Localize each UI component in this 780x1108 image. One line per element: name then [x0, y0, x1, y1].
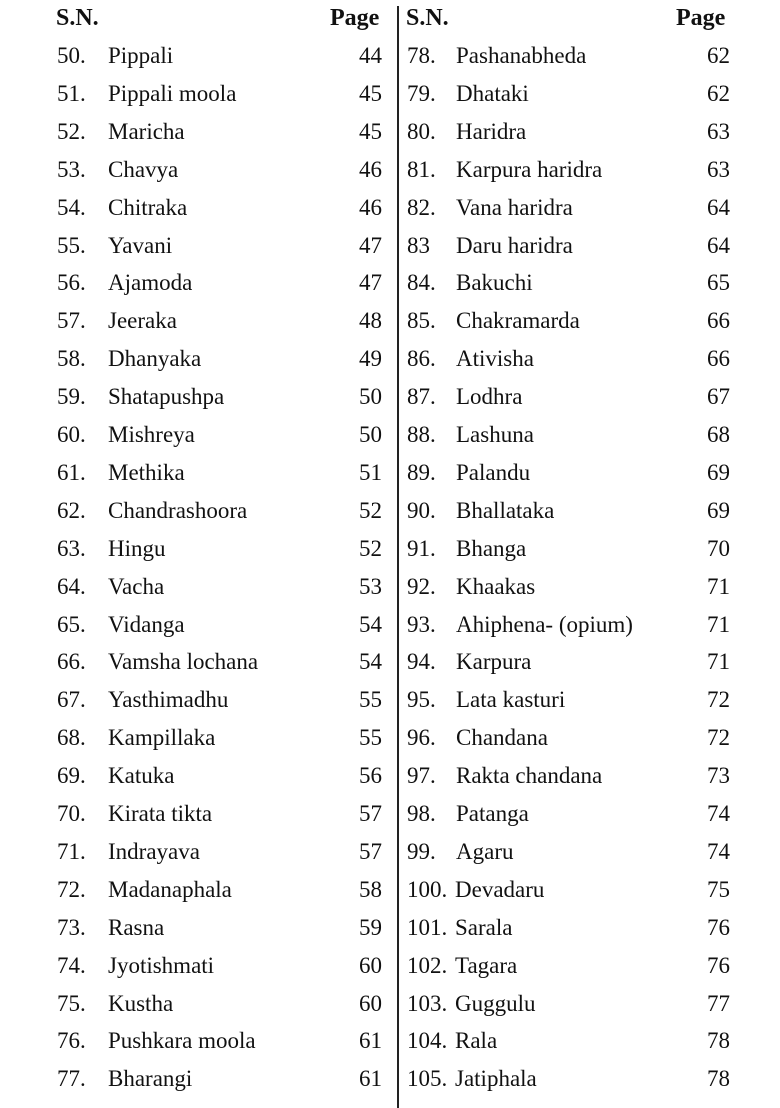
entry-page-number: 77	[707, 990, 730, 1016]
entry-serial-number: 85.	[407, 308, 436, 334]
entry-serial-number: 73.	[57, 914, 86, 940]
entry-serial-number: 80.	[407, 118, 436, 144]
index-entry	[0, 302, 398, 340]
entry-serial-number: 56.	[57, 270, 86, 296]
entry-serial-number: 81.	[407, 156, 436, 182]
entry-serial-number: 77.	[57, 1066, 86, 1092]
entry-serial-number: 65.	[57, 611, 86, 637]
entry-name: Kustha	[108, 990, 174, 1016]
entry-name: Agaru	[456, 838, 514, 864]
entry-page-number: 78	[707, 1066, 730, 1092]
entry-name: Lodhra	[456, 384, 523, 410]
entry-page-number: 46	[359, 156, 382, 182]
entry-serial-number: 57.	[57, 308, 86, 334]
index-entry	[0, 151, 398, 189]
entry-name: Pashanabheda	[456, 43, 587, 68]
entry-serial-number: 98.	[407, 801, 436, 826]
index-entry	[400, 189, 780, 227]
entry-name: Tagara	[455, 952, 518, 978]
column-divider	[397, 6, 399, 1108]
entry-page-number: 47	[359, 232, 382, 258]
entry-serial-number: 83	[407, 232, 430, 258]
index-entry	[400, 37, 780, 75]
entry-serial-number: 92.	[407, 573, 436, 599]
entry-serial-number: 82.	[407, 194, 436, 220]
entry-serial-number: 62.	[57, 497, 86, 523]
entry-name: Dhanyaka	[108, 346, 202, 372]
index-entry	[400, 340, 780, 378]
index-entry	[400, 568, 780, 606]
entry-name: Chandana	[456, 725, 548, 751]
page-header: Page	[330, 5, 380, 31]
index-entry	[0, 264, 398, 302]
entry-name: Vidanga	[108, 611, 185, 637]
entry-page-number: 72	[707, 725, 730, 751]
entry-serial-number: 95.	[407, 687, 436, 713]
entry-serial-number: 68.	[57, 725, 86, 751]
index-entry	[400, 757, 780, 795]
index-entry	[400, 227, 780, 265]
entry-page-number: 58	[359, 876, 382, 902]
entry-serial-number: 84.	[407, 270, 436, 296]
entry-page-number: 61	[359, 1028, 382, 1054]
index-entry	[0, 1060, 398, 1098]
index-entry	[400, 719, 780, 757]
entry-page-number: 63	[707, 118, 730, 144]
entry-serial-number: 53.	[57, 156, 86, 182]
entry-page-number: 64	[707, 194, 730, 220]
entry-name: Mishreya	[108, 422, 195, 447]
index-entry	[400, 416, 780, 454]
entry-page-number: 69	[707, 497, 730, 523]
entry-serial-number: 89.	[407, 459, 436, 485]
entry-serial-number: 93.	[407, 611, 436, 637]
entry-name: Ahiphena- (opium)	[456, 611, 633, 637]
entry-serial-number: 64.	[57, 573, 86, 599]
index-entry	[400, 113, 780, 151]
entry-name: Jeeraka	[108, 308, 177, 334]
entry-serial-number: 76.	[57, 1028, 86, 1054]
entry-name: Vana haridra	[456, 194, 573, 220]
entry-name: Chakramarda	[456, 308, 580, 334]
index-entry	[0, 795, 398, 833]
page-header: Page	[676, 5, 726, 31]
index-entry	[400, 1022, 780, 1060]
entry-page-number: 55	[359, 687, 382, 713]
entry-serial-number: 102.	[407, 952, 448, 978]
index-entry	[0, 37, 398, 75]
entry-name: Rasna	[108, 914, 165, 940]
index-entry	[0, 1022, 398, 1060]
entry-name: Maricha	[108, 118, 185, 144]
index-entry	[0, 757, 398, 795]
entry-page-number: 56	[359, 763, 382, 789]
index-entry	[400, 151, 780, 189]
entry-name: Haridra	[456, 118, 527, 144]
entry-name: Methika	[108, 459, 185, 485]
entry-serial-number: 90.	[407, 497, 436, 523]
index-entry	[400, 492, 780, 530]
entry-page-number: 48	[359, 308, 382, 334]
entry-serial-number: 63.	[57, 535, 86, 561]
index-entry	[400, 681, 780, 719]
entry-serial-number: 94.	[407, 649, 436, 675]
entry-serial-number: 70.	[57, 801, 86, 826]
index-entry	[400, 378, 780, 416]
entry-name: Guggulu	[455, 990, 536, 1016]
entry-name: Pushkara moola	[108, 1028, 256, 1054]
entry-name: Jatiphala	[455, 1066, 537, 1092]
entry-page-number: 50	[359, 422, 382, 447]
entry-name: Lashuna	[456, 422, 534, 447]
entry-name: Ajamoda	[108, 270, 193, 296]
entry-page-number: 69	[707, 459, 730, 485]
index-entry	[0, 340, 398, 378]
entry-page-number: 45	[359, 118, 382, 144]
entry-name: Chitraka	[108, 194, 188, 220]
entry-serial-number: 59.	[57, 384, 86, 410]
entry-serial-number: 105.	[407, 1066, 448, 1092]
entry-serial-number: 91.	[407, 535, 436, 561]
entry-serial-number: 103.	[407, 990, 448, 1016]
index-entry	[0, 643, 398, 681]
entry-page-number: 71	[707, 573, 730, 599]
index-entry	[400, 264, 780, 302]
index-entry	[0, 833, 398, 871]
entry-serial-number: 55.	[57, 232, 86, 258]
index-entry	[0, 909, 398, 947]
entry-name: Pippali	[108, 43, 174, 68]
entry-name: Chandrashoora	[108, 497, 248, 523]
entry-name: Patanga	[456, 801, 529, 826]
entry-serial-number: 96.	[407, 725, 436, 751]
entry-name: Bhallataka	[456, 497, 555, 523]
index-entry	[0, 227, 398, 265]
entry-page-number: 72	[707, 687, 730, 713]
entry-serial-number: 86.	[407, 346, 436, 372]
entry-serial-number: 79.	[407, 80, 436, 106]
index-entry	[400, 795, 780, 833]
entry-name: Lata kasturi	[456, 687, 566, 713]
index-entry	[0, 189, 398, 227]
entry-name: Vamsha lochana	[108, 649, 259, 675]
entry-page-number: 60	[359, 952, 382, 978]
entry-page-number: 66	[707, 308, 730, 334]
entry-serial-number: 87.	[407, 384, 436, 410]
entry-serial-number: 50.	[57, 43, 86, 68]
index-entry	[400, 985, 780, 1023]
entry-name: Bhanga	[456, 535, 527, 561]
entry-serial-number: 99.	[407, 838, 436, 864]
entry-serial-number: 101.	[407, 914, 448, 940]
index-entry	[0, 530, 398, 568]
entry-name: Rakta chandana	[456, 763, 603, 789]
entry-name: Devadaru	[455, 876, 545, 902]
index-entry	[0, 454, 398, 492]
entry-serial-number: 97.	[407, 763, 436, 789]
entry-name: Bharangi	[108, 1066, 193, 1092]
entry-name: Indrayava	[108, 838, 200, 864]
entry-page-number: 74	[707, 801, 730, 826]
entry-name: Chavya	[108, 156, 179, 182]
entry-page-number: 64	[707, 232, 730, 258]
entry-page-number: 47	[359, 270, 382, 296]
entry-serial-number: 54.	[57, 194, 86, 220]
index-entry	[0, 947, 398, 985]
entry-page-number: 65	[707, 270, 730, 296]
entry-page-number: 62	[707, 43, 730, 68]
entry-name: Katuka	[108, 763, 175, 789]
entry-page-number: 76	[707, 952, 730, 978]
entry-page-number: 45	[359, 80, 382, 106]
index-entry	[400, 1060, 780, 1098]
entry-page-number: 76	[707, 914, 730, 940]
entry-serial-number: 71.	[57, 838, 86, 864]
index-entry	[400, 871, 780, 909]
entry-serial-number: 58.	[57, 346, 86, 372]
index-entry	[400, 302, 780, 340]
entry-page-number: 61	[359, 1066, 382, 1092]
entry-name: Daru haridra	[456, 232, 573, 258]
entry-name: Kirata tikta	[108, 801, 213, 826]
index-entry	[400, 75, 780, 113]
entry-page-number: 66	[707, 346, 730, 372]
entry-page-number: 46	[359, 194, 382, 220]
index-entry	[0, 871, 398, 909]
entry-page-number: 53	[359, 573, 382, 599]
index-entry	[0, 113, 398, 151]
entry-name: Shatapushpa	[108, 384, 225, 410]
index-entry	[400, 454, 780, 492]
entry-serial-number: 72.	[57, 876, 86, 902]
entry-serial-number: 67.	[57, 687, 86, 713]
entry-page-number: 67	[707, 384, 730, 410]
entry-page-number: 71	[707, 649, 730, 675]
entry-page-number: 55	[359, 725, 382, 751]
index-entry	[0, 719, 398, 757]
entry-serial-number: 75.	[57, 990, 86, 1016]
entry-page-number: 54	[359, 611, 382, 637]
entry-page-number: 70	[707, 535, 730, 561]
entry-name: Jyotishmati	[108, 952, 215, 978]
index-entry	[400, 947, 780, 985]
index-entry	[400, 530, 780, 568]
entry-page-number: 78	[707, 1028, 730, 1054]
entry-serial-number: 88.	[407, 422, 436, 447]
sn-header: S.N.	[56, 5, 99, 31]
index-entry	[0, 416, 398, 454]
entry-name: Yavani	[108, 232, 173, 258]
index-entry	[0, 75, 398, 113]
entry-serial-number: 60.	[57, 422, 86, 447]
entry-serial-number: 51.	[57, 80, 86, 106]
entry-page-number: 59	[359, 914, 382, 940]
entry-page-number: 63	[707, 156, 730, 182]
entry-page-number: 71	[707, 611, 730, 637]
entry-name: Khaakas	[456, 573, 536, 599]
entry-name: Ativisha	[456, 346, 534, 372]
entry-page-number: 75	[707, 876, 730, 902]
entry-page-number: 57	[359, 838, 382, 864]
entry-page-number: 62	[707, 80, 730, 106]
entry-serial-number: 78.	[407, 43, 436, 68]
entry-page-number: 52	[359, 535, 382, 561]
entry-serial-number: 66.	[57, 649, 86, 675]
index-entry	[0, 378, 398, 416]
entry-page-number: 51	[359, 459, 382, 485]
entry-name: Bakuchi	[456, 270, 533, 296]
entry-serial-number: 100.	[407, 876, 448, 902]
entry-page-number: 57	[359, 801, 382, 826]
index-entry	[0, 681, 398, 719]
entry-page-number: 73	[707, 763, 730, 789]
entry-serial-number: 69.	[57, 763, 86, 789]
entry-name: Rala	[455, 1028, 498, 1054]
entry-name: Karpura haridra	[456, 156, 603, 182]
entry-name: Palandu	[456, 459, 531, 485]
index-entry	[0, 606, 398, 644]
entry-serial-number: 104.	[407, 1028, 448, 1054]
entry-page-number: 74	[707, 838, 730, 864]
entry-name: Hingu	[108, 535, 166, 561]
entry-name: Yasthimadhu	[108, 687, 229, 713]
entry-name: Pippali moola	[108, 80, 237, 106]
entry-name: Karpura	[456, 649, 532, 675]
index-entry	[0, 568, 398, 606]
index-entry	[0, 985, 398, 1023]
index-entry	[400, 606, 780, 644]
entry-page-number: 54	[359, 649, 382, 675]
entry-page-number: 50	[359, 384, 382, 410]
entry-name: Dhataki	[456, 80, 529, 106]
entry-page-number: 52	[359, 497, 382, 523]
entry-serial-number: 74.	[57, 952, 86, 978]
entry-page-number: 68	[707, 422, 730, 447]
entry-name: Vacha	[108, 573, 165, 599]
sn-header: S.N.	[406, 5, 449, 31]
index-entry	[0, 492, 398, 530]
entry-serial-number: 61.	[57, 459, 86, 485]
index-entry	[400, 833, 780, 871]
entry-page-number: 60	[359, 990, 382, 1016]
entry-page-number: 44	[359, 43, 382, 68]
entry-name: Sarala	[455, 914, 513, 940]
index-entry	[400, 909, 780, 947]
entry-name: Madanaphala	[108, 876, 232, 902]
index-entry	[400, 643, 780, 681]
entry-page-number: 49	[359, 346, 382, 372]
entry-name: Kampillaka	[108, 725, 216, 751]
entry-serial-number: 52.	[57, 118, 86, 144]
